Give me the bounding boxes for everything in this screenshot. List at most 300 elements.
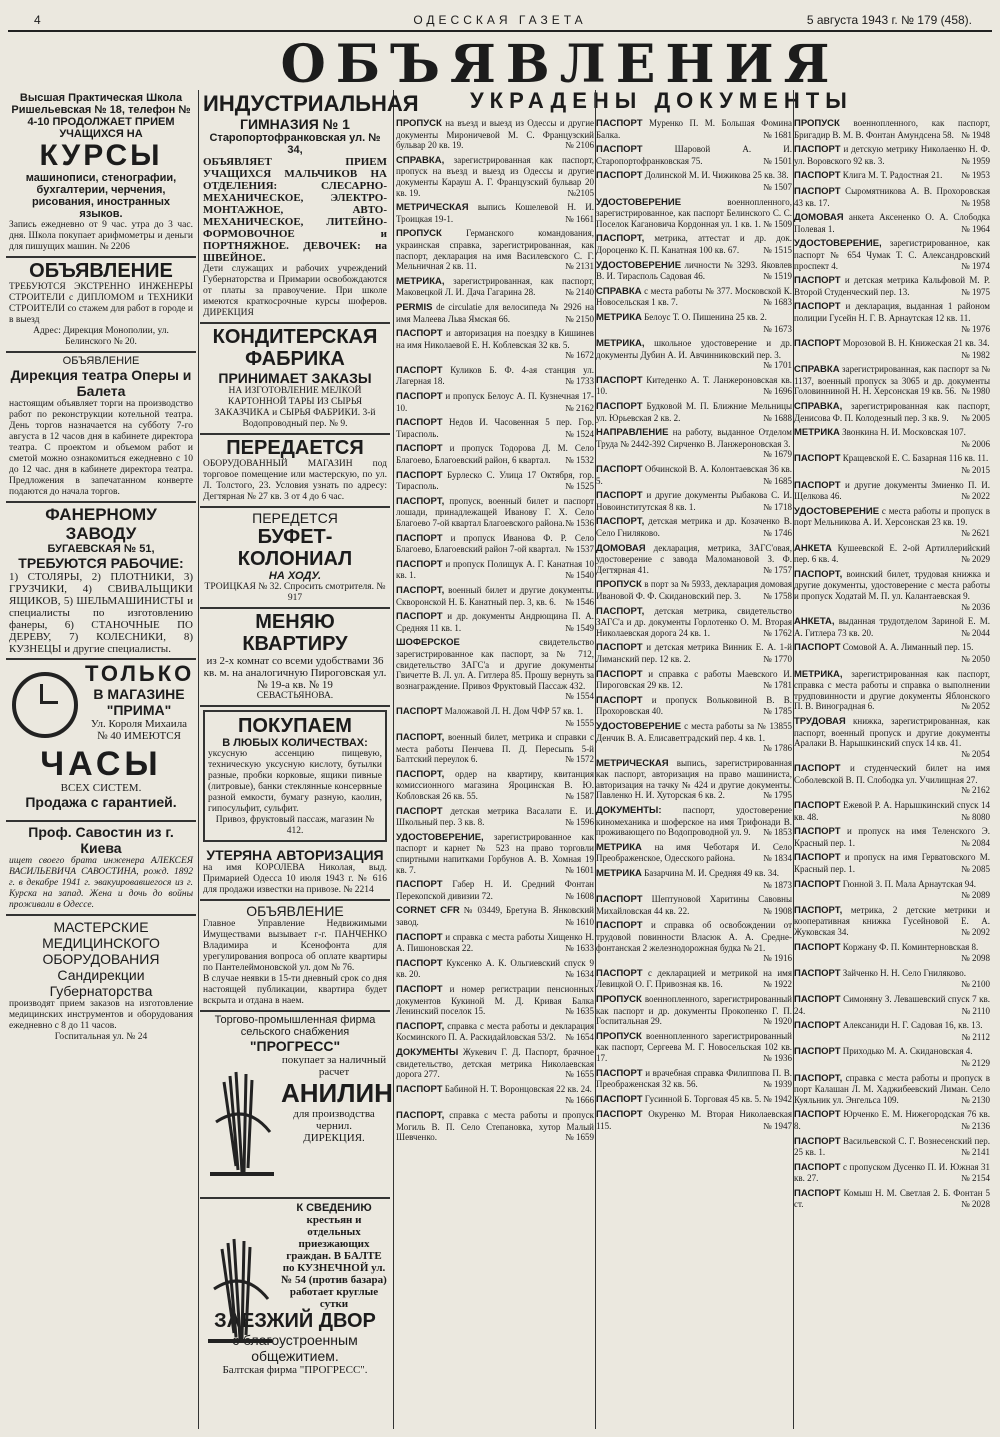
lost-authorization-body: на имя КОРОЛЕВА Николая, выд. Примарией Одесса 10 июля 1943 г. № 616 для продажи известки на привозе. № 2214 <box>203 863 387 895</box>
opera-ad <box>6 353 196 503</box>
aniline-sign: ДИРЕКЦИЯ. <box>303 1132 365 1144</box>
lost-document-type: УДОСТОВЕРЕНИЕ <box>794 505 880 517</box>
lost-document-text: Зайченко Н. Н. Село Гниляково. <box>842 967 966 978</box>
lost-document-number: № 2029 <box>961 554 990 565</box>
lost-document-item <box>596 490 792 512</box>
lost-document-number: № 1519 <box>763 271 792 282</box>
lost-document-item <box>396 879 594 901</box>
lost-document-text: с пропуском Дусенко П. И. Южная 31 кв. 27. <box>794 1161 990 1184</box>
lost-document-item <box>794 763 990 796</box>
lost-document-number: № 1785 <box>763 706 792 717</box>
lost-document-text: и справка с работы Маевского И. Пироговская 29 кв. 12. <box>596 668 792 691</box>
lost-document-type: ПАСПОРТ, <box>596 233 645 245</box>
lost-document-text: Коржану Ф. П. Коминтерновская 8. <box>842 941 979 952</box>
lost-document-type: СПРАВКА <box>596 285 642 297</box>
lost-document-type: ПАСПОРТ <box>794 275 841 287</box>
lost-document-type: МЕТРИЧЕСКАЯ <box>396 202 469 214</box>
lost-document-text: Недов И. Часовенная 5 пер. Гор. Тирасполь. <box>396 417 594 439</box>
lost-document-item <box>794 716 990 759</box>
lost-document-type: ПАСПОРТ <box>794 642 841 654</box>
lost-document-number: № 1942 <box>763 1093 792 1104</box>
lost-document-type: ПРОПУСК <box>596 1030 642 1042</box>
watch-shop: В МАГАЗИНЕ "ПРИМА" <box>93 686 185 718</box>
lost-document-item <box>596 842 792 864</box>
lost-document-item <box>794 480 990 502</box>
lost-document-type: ПАСПОРТ <box>596 1109 643 1121</box>
confectionery-title: КОНДИТЕРСКАЯ ФАБРИКА <box>212 326 378 370</box>
workshops-body: производят прием заказов на изготовление медицинских инструментов и оборудования ежедневно с 8 до 11 часов. <box>9 999 193 1031</box>
lost-document-text: Юрченко Е. М. Нижегородская 76 кв. 8. <box>794 1109 990 1131</box>
lost-document-item <box>794 401 990 423</box>
page-number: 4 <box>34 13 41 27</box>
lost-document-text: Муренко П. М. Большая Фомина Балка. <box>596 118 792 140</box>
school-ad <box>6 90 196 258</box>
lost-document-number: № 2130 <box>961 1094 990 1105</box>
lost-document-item <box>596 758 792 801</box>
lost-document-item <box>794 669 990 712</box>
real-estate-notice <box>200 901 390 1012</box>
real-estate-footer: В случае неявки в 15-ти дневный срок со дня настоящей публикации, квартира будет вскрыта и отдана в наем. <box>203 974 387 1006</box>
lost-document-text: Шептуновой Харитины Савовны Михайловская 44 кв. 22. <box>596 894 793 916</box>
lost-document-item <box>396 932 594 954</box>
lost-document-number: № 1976 <box>961 323 990 334</box>
plywood-address: БУГАЕВСКАЯ № 51, <box>47 543 155 555</box>
lost-document-number: № 1532 <box>565 455 594 466</box>
lost-document-type: ШОФЕРСКОЕ <box>396 637 460 649</box>
lost-document-text: свидетельство зарегистрированное как паспорт, за № 712, свидетельство ЗАГС'а и другие документы Гвичетте В. Л. ул. А. Гитлера 85. Прошу вернуть за вознаграждение. Привоз Фруктовый Пассаж 432. <box>396 637 594 691</box>
lost-document-number: № 1908 <box>763 905 792 916</box>
lost-document-text: Ежевой Р. А. Нарышкинский спуск 14 кв. 48. <box>794 800 990 822</box>
gymnasium-body: ОБЪЯВЛЯЕТ ПРИЕМ УЧАЩИХСЯ МАЛЬЧИКОВ НА ОТДЕЛЕНИЯ: СЛЕСАРНО-МЕХАНИЧЕСКОЕ, ЭЛЕКТРО-МОНТАЖНОЕ, АВТО-МЕХАНИЧЕСКОЕ, ЛИТЕЙНО-ФОРМОВОЧНОЕ и ПОРТНЯЖНОЕ. ДЕВОЧЕК: на ШВЕЙНОЕ. <box>203 156 387 264</box>
watch-ad <box>6 660 196 822</box>
plywood-title: ФАНЕРНОМУ ЗАВОДУ <box>45 505 157 543</box>
lost-document-number: № 2131 <box>565 261 594 272</box>
lost-document-text: Морозовой В. Н. Книжеская 21 кв. 34. <box>842 338 990 349</box>
lost-document-item <box>596 144 792 166</box>
lost-document-type: PERMIS <box>396 301 433 313</box>
lost-document-number: № 1507 <box>763 181 792 192</box>
lost-document-type: УДОСТОВЕРЕНИЕ <box>596 720 682 732</box>
lost-document-item <box>794 569 990 612</box>
lost-document-type: СПРАВКА, <box>794 401 843 413</box>
workshops-title: МАСТЕРСКИЕ МЕДИЦИНСКОГО ОБОРУДОВАНИЯ Сандирекции Губернаторства <box>42 919 160 999</box>
lost-document-item <box>596 606 792 639</box>
lost-document-number: № 2022 <box>961 491 990 502</box>
lost-document-item <box>596 642 792 664</box>
watch-title: ЧАСЫ <box>40 745 162 783</box>
lost-document-number: № 1587 <box>565 791 594 802</box>
lost-document-type: ПАСПОРТ <box>596 668 643 680</box>
lost-document-number: № 2036 <box>961 601 990 612</box>
opera-title: Дирекция театра Оперы и Балета <box>10 367 192 399</box>
lost-document-item <box>596 338 792 371</box>
lost-document-type: ПАСПОРТ <box>396 558 443 570</box>
lost-document-text: и студенческий билет на имя Соболевской В. П. Слободка ул. Училищная 27. <box>794 763 990 785</box>
lost-document-type: АНКЕТА <box>794 542 832 554</box>
lost-document-number: № 1936 <box>763 1052 792 1063</box>
lost-document-type: ПАСПОРТ <box>794 453 841 465</box>
lost-document-item <box>396 365 594 387</box>
lost-document-item <box>794 144 990 166</box>
buffet-subtitle: НА ХОДУ. <box>268 570 322 582</box>
flat-exchange-footer: СЕВАСТЬЯНОВА. <box>256 691 334 701</box>
lost-document-item <box>794 1046 990 1068</box>
professor-body: ищет своего брата инженера АЛЕКСЕЯ ВАСИЛЬЕВИЧА САВОСТИНА, рожд. 1892 г. в декабре 1941 г. эвакуировавшегося из г. Курска на запад. Жена и дочь до войны проживали в Одессе. <box>9 856 193 910</box>
lost-document-number: № 1572 <box>565 754 594 765</box>
lost-document-item <box>794 826 990 848</box>
lost-documents-column-3 <box>794 118 990 1429</box>
lost-document-text: с декларацией и метрикой на имя Левицкой О. Г. Привозная кв. 16. <box>596 967 792 990</box>
lost-document-text: Маложавой Л. Н. Дом ЧФР 57 кв. 1. <box>444 705 583 716</box>
lost-document-item <box>794 1162 990 1184</box>
lost-document-number: № 1762 <box>763 627 792 638</box>
lost-document-item <box>396 958 594 980</box>
lost-document-text: на работу, выданное Отделом Труда № 2442-392 Сирченко В. Ланжероновская 3. <box>596 427 792 449</box>
lost-document-number: № 1672 <box>565 350 594 361</box>
lost-document-number: № 1758 <box>763 590 792 601</box>
lost-document-number: №2105 <box>567 187 594 198</box>
lost-document-type: ПАСПОРТ <box>396 983 443 995</box>
lost-document-text: Белоус Т. О. Пишенина 25 кв. 2. <box>644 311 767 322</box>
lost-document-item <box>396 1110 594 1143</box>
lost-authorization-title: УТЕРЯНА АВТОРИЗАЦИЯ <box>206 847 384 863</box>
wheat-sheaf-icon <box>204 1229 276 1349</box>
lost-document-item <box>396 391 594 413</box>
lost-document-number: № 2098 <box>961 953 990 964</box>
lost-document-number: № 1696 <box>763 386 792 397</box>
lost-document-text: и пропуск Иванова Ф. Р. Село Благоево, Благоевский район 7-ой квартал. <box>396 532 594 555</box>
lost-document-item <box>596 401 792 423</box>
lost-document-item <box>396 984 594 1017</box>
lost-document-text: Германского командования, украинская справка, зарегистрированная, как паспорт, декларация на имя Василевского С. Г. Мельничная 2 кв. 11. <box>396 228 594 272</box>
inn-firm: Балтская фирма "ПРОГРЕСС". <box>222 1364 368 1376</box>
lost-document-item <box>396 302 594 324</box>
lost-document-number: № 1953 <box>961 170 990 181</box>
lost-document-type: ПАСПОРТ, <box>596 605 645 617</box>
engineers-ad <box>6 258 196 353</box>
lost-document-item <box>596 1031 792 1064</box>
lost-document-number: № 2005 <box>961 412 990 423</box>
lost-document-text: Васильевской С. Г. Вознесенский пер. 25 кв. 1. <box>794 1135 991 1158</box>
lost-document-item <box>396 1084 594 1106</box>
lost-document-number: № 1608 <box>565 890 594 901</box>
lost-documents-column-1 <box>396 118 594 1429</box>
lost-document-number: № 2141 <box>961 1147 990 1158</box>
lost-document-text: метрика, 2 детские метрики и кооперативная книжка Гусейновой Е. А. Жуковская 34. <box>794 904 990 937</box>
masthead: ОБЪЯВЛЕНИЯ <box>280 34 840 95</box>
lost-document-type: ПРОПУСК <box>794 118 840 129</box>
lost-document-type: ПАСПОРТ <box>794 993 841 1005</box>
lost-document-item <box>596 197 792 230</box>
lost-document-item <box>794 506 990 539</box>
school-heading: Высшая Практическая Школа Ришельевская № 18, телефон № 4-10 ПРОДОЛЖАЕТ ПРИЕМ УЧАЩИХСЯ НА <box>11 92 191 140</box>
lost-document-item <box>794 1136 990 1158</box>
lost-document-number: № 1982 <box>961 349 990 360</box>
lost-document-type: ДОМОВАЯ <box>596 542 646 554</box>
lost-document-text: Долинской М. И. Чижикова 25 кв. 38. <box>644 170 789 181</box>
lost-document-type: ПАСПОРТ <box>794 852 841 864</box>
workshops-ad <box>6 916 196 1046</box>
lost-document-item <box>396 769 594 802</box>
lost-document-type: ПАСПОРТ <box>794 1187 841 1199</box>
lost-document-type: ПАСПОРТ <box>794 878 841 890</box>
lost-document-text: военный билет и другие документы. Скворонской Н. Б. Канатный пер. 3, кв. 6. <box>396 584 594 607</box>
lost-document-item <box>396 637 594 702</box>
lost-document-type: ПАСПОРТ <box>794 185 841 197</box>
lost-document-number: № 1555 <box>565 717 594 728</box>
aniline-title: АНИЛИН <box>281 1078 393 1108</box>
confectionery-ad <box>200 324 390 435</box>
lost-document-text: Бурлеско С. Улица 17 Октября, гор. Тирасполь. <box>396 469 594 492</box>
lost-document-type: СПРАВКА, <box>396 154 445 166</box>
aniline-firm: "ПРОГРЕСС" <box>249 1038 341 1054</box>
lost-document-text: и пропуск Белоус А. П. Кузнечная 17-10. <box>396 391 594 413</box>
lost-document-type: ПАСПОРТ, <box>794 904 843 916</box>
lost-document-number: № 2136 <box>961 1120 990 1131</box>
lost-document-number: № 1635 <box>565 1006 594 1017</box>
lost-document-number: № 2110 <box>961 1005 990 1016</box>
lost-document-type: МЕТРИЧЕСКАЯ <box>596 757 669 769</box>
lost-document-item <box>794 905 990 938</box>
watch-icon <box>10 670 80 740</box>
lost-document-text: на въезд и выезд из Одессы и другие документы Мироничевой М. С. Французский бульвар 20 кв. 19. <box>396 118 595 151</box>
lost-document-type: ПАСПОРТ <box>396 931 443 943</box>
lost-document-type: ПАСПОРТ <box>396 805 443 817</box>
lost-document-number: № 2129 <box>961 1057 990 1068</box>
lost-document-number: № 1666 <box>565 1095 594 1106</box>
lost-document-text: детская метрика, свидетельство ЗАГС'а и др. документы Горлотенко О. М. Вторая Николаевская дорога 24 кв. 1. <box>596 605 792 638</box>
lost-document-type: ПАСПОРТ <box>396 469 443 481</box>
lost-document-text: Габер Н. И. Средний Фонтан Перекопской дивизии 72. <box>396 879 595 901</box>
lost-document-item <box>396 611 594 633</box>
lost-document-type: ПАСПОРТ <box>596 401 643 413</box>
lost-document-item <box>396 155 594 198</box>
lost-document-number: № 1980 <box>961 386 990 397</box>
lost-document-number: № 2050 <box>961 653 990 664</box>
lost-document-item <box>596 994 792 1027</box>
lost-document-type: ПАСПОРТ <box>596 1067 643 1079</box>
gymnasium-footer: Дети служащих и рабочих учреждений Губернаторства и Примарии освобождаются от платы за правоучение. При школе имеются краткосрочные курсы шоферов. ДИРЕКЦИЯ <box>203 264 387 318</box>
lost-document-type: ПРОПУСК <box>596 579 642 591</box>
lost-document-type: ПАСПОРТ <box>794 338 841 350</box>
purchase-subtitle: В ЛЮБЫХ КОЛИЧЕСТВАХ: <box>222 737 368 749</box>
lost-document-text: справка с места работы и пропуск Могиль В. П. Село Степановка, хутор Малый Шевченко. <box>396 1109 594 1143</box>
lost-document-type: МЕТРИКА, <box>596 338 645 350</box>
lost-document-type: ПАСПОРТ <box>794 1020 841 1032</box>
lost-document-item <box>596 286 792 308</box>
lost-document-type: МЕТРИКА, <box>794 668 843 680</box>
lost-document-type: МЕТРИКА <box>596 841 642 853</box>
lost-document-number: № 1947 <box>763 1120 792 1131</box>
lost-document-number: № 1688 <box>763 412 792 423</box>
lost-document-number: № 2054 <box>961 748 990 759</box>
lost-document-text: Симоняну З. Левашевский спуск 7 кв. 24. <box>794 993 990 1016</box>
lost-document-text: декларация, метрика, ЗАГС'овая, удостоверение с завода Маломановой З. Ф. Дегтярная 41. <box>596 542 792 575</box>
lost-document-type: ДОКУМЕНТЫ <box>396 1046 459 1058</box>
lost-document-number: № 1673 <box>763 323 792 334</box>
lost-document-number: № 2089 <box>961 890 990 901</box>
lost-document-text: детская метрика и др. Козаченко В. Село Гниляково. <box>596 516 792 538</box>
lost-document-type: ПАСПОРТ <box>396 879 443 891</box>
lost-document-text: de circulatie для велосипеда № 2926 на имя Малеева Льва Ямская 66. <box>396 301 594 324</box>
real-estate-body: Главное Управление Недвижимыми Имуществами вызывает г-г. ПАНЧЕНКО Владимира и Ксенофонта для урегулирования вопроса об оплате квартиры по Пантелеймоновской ул. дом № 76. <box>203 919 387 973</box>
lost-document-type: СПРАВКА <box>794 364 840 376</box>
lost-document-number: № 1958 <box>961 197 990 208</box>
lost-document-text: справка с места работы и декларация Косминского П. А. Раскидайловская 53/2. <box>396 1020 594 1043</box>
lost-document-item <box>794 338 990 360</box>
lost-document-item <box>596 233 792 255</box>
lost-document-type: УДОСТОВЕРЕНИЕ, <box>794 238 882 250</box>
lost-document-number: № 1781 <box>763 680 792 691</box>
lost-document-item <box>794 1020 990 1042</box>
lost-document-number: № 2028 <box>961 1199 990 1210</box>
lost-document-item <box>396 228 594 271</box>
column-divider <box>198 90 199 1429</box>
lost-document-number: № 1596 <box>565 817 594 828</box>
purchase-ad <box>203 710 387 842</box>
lost-document-text: Гусинной Б. Торговая 45 кв. 5. <box>644 1093 762 1104</box>
lost-document-item <box>794 453 990 475</box>
lost-document-text: с места работы за № 13855 Денчик В. А. Елисаветградский пер. 4 кв. 1. <box>596 720 793 743</box>
lost-document-number: № 2006 <box>961 438 990 449</box>
lost-document-text: и декларация, выданная 1 районом полиции Гусейн Н. Г. В. Арнаутская 12 кв. 11. <box>794 301 990 323</box>
inn-heading: К СВЕДЕНИЮ <box>296 1202 372 1214</box>
lost-document-number: № 1509 <box>763 218 792 229</box>
lost-document-item <box>596 1109 792 1131</box>
lost-document-number: № 1554 <box>565 691 594 702</box>
lost-document-item <box>794 212 990 234</box>
lost-document-type: ПАСПОРТ <box>794 1046 841 1058</box>
lost-document-item <box>396 470 594 492</box>
lost-document-text: Кращевской Е. С. Базарная 116 кв. 11. <box>842 453 989 464</box>
lost-document-number: № 1549 <box>565 622 594 633</box>
lost-document-item <box>794 800 990 822</box>
lost-authorization-ad <box>200 845 390 901</box>
lost-document-number: № 1540 <box>565 570 594 581</box>
lost-document-number: № 1920 <box>763 1016 792 1027</box>
lost-document-type: ПАСПОРТ <box>596 894 643 906</box>
aniline-heading: Торгово-промышленная фирма сельского снабжения <box>214 1014 376 1038</box>
lost-document-type: ПАСПОРТ, <box>396 1109 445 1121</box>
lost-document-text: Алексаниди Н. Г. Садовая 16, кв. 13. <box>842 1020 983 1031</box>
inn-ad <box>200 1199 390 1405</box>
inn-footer: с благоустроенным общежитием. <box>232 1332 358 1364</box>
lost-document-type: ПАСПОРТ <box>396 1083 443 1095</box>
lost-document-text: и детскую метрику Николаенко Н. Ф. ул. Воровского 92 кв. 3. <box>794 144 990 166</box>
inn-body: крестьян и отдельных приезжающих граждан. В БАЛТЕ по КУЗНЕЧНОЙ ул. № 54 (против базара) работает круглые сутки <box>281 1214 387 1310</box>
lost-document-text: справка с места работы и пропуск в порт Калашан Л. М. Хаджибеевский Лиман. Село Куяльник ул. Энгельса 109. <box>794 1072 990 1105</box>
lost-document-text: на имя Чеботаря И. Село Преображенское, Одесского района. <box>596 841 793 864</box>
lost-document-number: № 1853 <box>763 827 792 838</box>
plywood-ad <box>6 503 196 660</box>
lost-document-text: военнопленного зарегистрированный как паспорт, Сергеева М. Г. Новосельская 102 кв. 17. <box>596 1030 792 1063</box>
confectionery-subtitle: ПРИНИМАЕТ ЗАКАЗЫ <box>218 370 372 386</box>
lost-document-type: УДОСТОВЕРЕНИЕ <box>596 259 682 271</box>
lost-document-text: и пропуск на имя Теленского Э. Красный пер. 1. <box>794 826 990 848</box>
lost-document-type: ПАСПОРТ <box>396 443 443 455</box>
lost-document-number: № 2621 <box>961 528 990 538</box>
lost-document-text: Звонкина Н. И. Московская 107. <box>842 427 966 438</box>
lost-document-number: № 2100 <box>961 979 990 990</box>
lost-document-item <box>596 920 792 963</box>
lost-document-number: № 1873 <box>763 879 792 890</box>
lost-document-type: ПАСПОРТ <box>596 118 643 129</box>
lost-document-type: УДОСТОВЕРЕНИЕ, <box>396 831 484 843</box>
lost-document-item <box>596 427 792 460</box>
buffet-address: ТРОИЦКАЯ № 32. Спросить смотрителя. № 917 <box>204 582 386 603</box>
lost-document-number: № 1659 <box>565 1132 594 1143</box>
lost-document-item <box>596 118 792 140</box>
lost-document-text: зарегистрированная как паспорт, справка с места работы и справка о выполнении трудповинности и другие документы Яблонского П. В. Виноградная 6. <box>794 668 990 712</box>
lost-document-item <box>794 1109 990 1131</box>
lost-document-number: № 1536 <box>565 518 594 528</box>
lost-document-type: ПАСПОРТ, <box>396 732 445 744</box>
opera-label: ОБЪЯВЛЕНИЕ <box>62 355 140 367</box>
lost-document-text: паспорт, удостоверение киномеханика и шоферское на имя Трифонади В. проживающего по Водопроводной ул. 9. <box>596 805 793 838</box>
lost-document-text: Базарчина М. И. Средняя 49 кв. 34. <box>644 868 779 879</box>
lost-document-item <box>596 516 792 538</box>
lost-document-item <box>596 312 792 334</box>
lost-document-text: военнопленного, зарегистрированное, как паспорт Белинского С. С. Поселок Кагановича Кордонная ул. 1 кв. 1. <box>596 196 792 229</box>
gymnasium-subtitle: ГИМНАЗИЯ № 1 <box>240 116 350 132</box>
lost-document-type: ПАСПОРТ <box>596 1093 643 1105</box>
lost-document-item <box>794 186 990 208</box>
purchase-body: уксусную ассенцию пищевую, техническую уксусную кислоту, бутылки разные, пробки корковые, ящики пивные (литровые), банки стеклянные консервные разной емкости, бумагу разную, каолин, гипосульфит, сульфит. <box>208 749 382 814</box>
wheat-sheaf-icon <box>206 1062 278 1182</box>
lost-document-type: ПАСПОРТ <box>794 479 841 491</box>
watch-guarantee: Продажа с гарантией. <box>25 794 177 810</box>
lost-document-text: Комыш Н. М. Светлая 2. Б. Фонтан 5 ст. <box>794 1187 990 1210</box>
watch-systems: ВСЕХ СИСТЕМ. <box>60 782 142 794</box>
engineers-body: ТРЕБУЮТСЯ ЭКСТРЕННО ИНЖЕНЕРЫ СТРОИТЕЛИ с ДИПЛОМОМ и ТЕХНИКИ СТРОИТЕЛИ со стажем для работ в городе и в выезд <box>9 282 193 325</box>
lost-document-item <box>794 170 990 182</box>
lost-document-item <box>794 364 990 397</box>
lost-document-text: и справка с места работы Хищенко Н. А. Пишоновская 22. <box>396 931 594 954</box>
lost-document-type: ПАСПОРТ <box>794 144 841 156</box>
lost-document-number: № 2162 <box>565 402 594 413</box>
lost-document-number: № 1974 <box>961 260 990 271</box>
flat-exchange-title: МЕНЯЮ КВАРТИРУ <box>242 611 348 655</box>
lost-document-text: и пропуск Тодорова Д. М. Село Благоево, Благоевский район, 6 квартал. <box>396 443 595 466</box>
lost-document-item <box>396 559 594 581</box>
lost-document-number: № 1795 <box>763 790 792 801</box>
lost-document-number: № 2150 <box>565 313 594 324</box>
lost-document-text: в порт за № 5933, декларация домовая Ивановой Ф. Ф. Скидановский пер. 3. <box>596 579 792 601</box>
lost-document-item <box>396 706 594 728</box>
lost-document-number: № 2154 <box>961 1173 990 1184</box>
lost-document-text: и номер регистрации пенсионных документов Кукиной М. Д. Кривая Балка Ленинский поселок 15. <box>396 983 594 1017</box>
lost-document-item <box>596 543 792 576</box>
lost-document-text: Жукевич Г. Д. Паспорт, брачное свидетельство, детская метрика Николаевская дорога 277. <box>396 1046 594 1080</box>
lost-document-type: ПАСПОРТ <box>794 763 841 775</box>
lost-document-number: № 2084 <box>961 837 990 848</box>
watch-address: Ул. Короля Михаила № 40 ИМЕЮТСЯ <box>90 718 188 742</box>
lost-document-item <box>596 260 792 282</box>
lost-document-type: ПАСПОРТ <box>794 1135 841 1147</box>
lost-document-item <box>396 1021 594 1043</box>
professor-title: Проф. Савостин из г. Киева <box>28 824 174 856</box>
lost-document-type: УДОСТОВЕРЕНИЕ <box>596 196 682 208</box>
buffet-ad <box>200 508 390 609</box>
lost-document-text: и авторизация на поездку в Кишинев на имя Николаевой Е. Н. Коблевская 32 кв. 5. <box>396 328 594 350</box>
lost-document-number: № 1964 <box>961 223 990 234</box>
lost-document-number: № 1525 <box>565 481 594 492</box>
lost-document-item <box>794 968 990 990</box>
lost-document-type: ПАСПОРТ <box>396 611 443 623</box>
lost-document-item <box>794 275 990 297</box>
lost-document-item <box>794 942 990 964</box>
lost-document-number: № 1546 <box>565 596 594 607</box>
